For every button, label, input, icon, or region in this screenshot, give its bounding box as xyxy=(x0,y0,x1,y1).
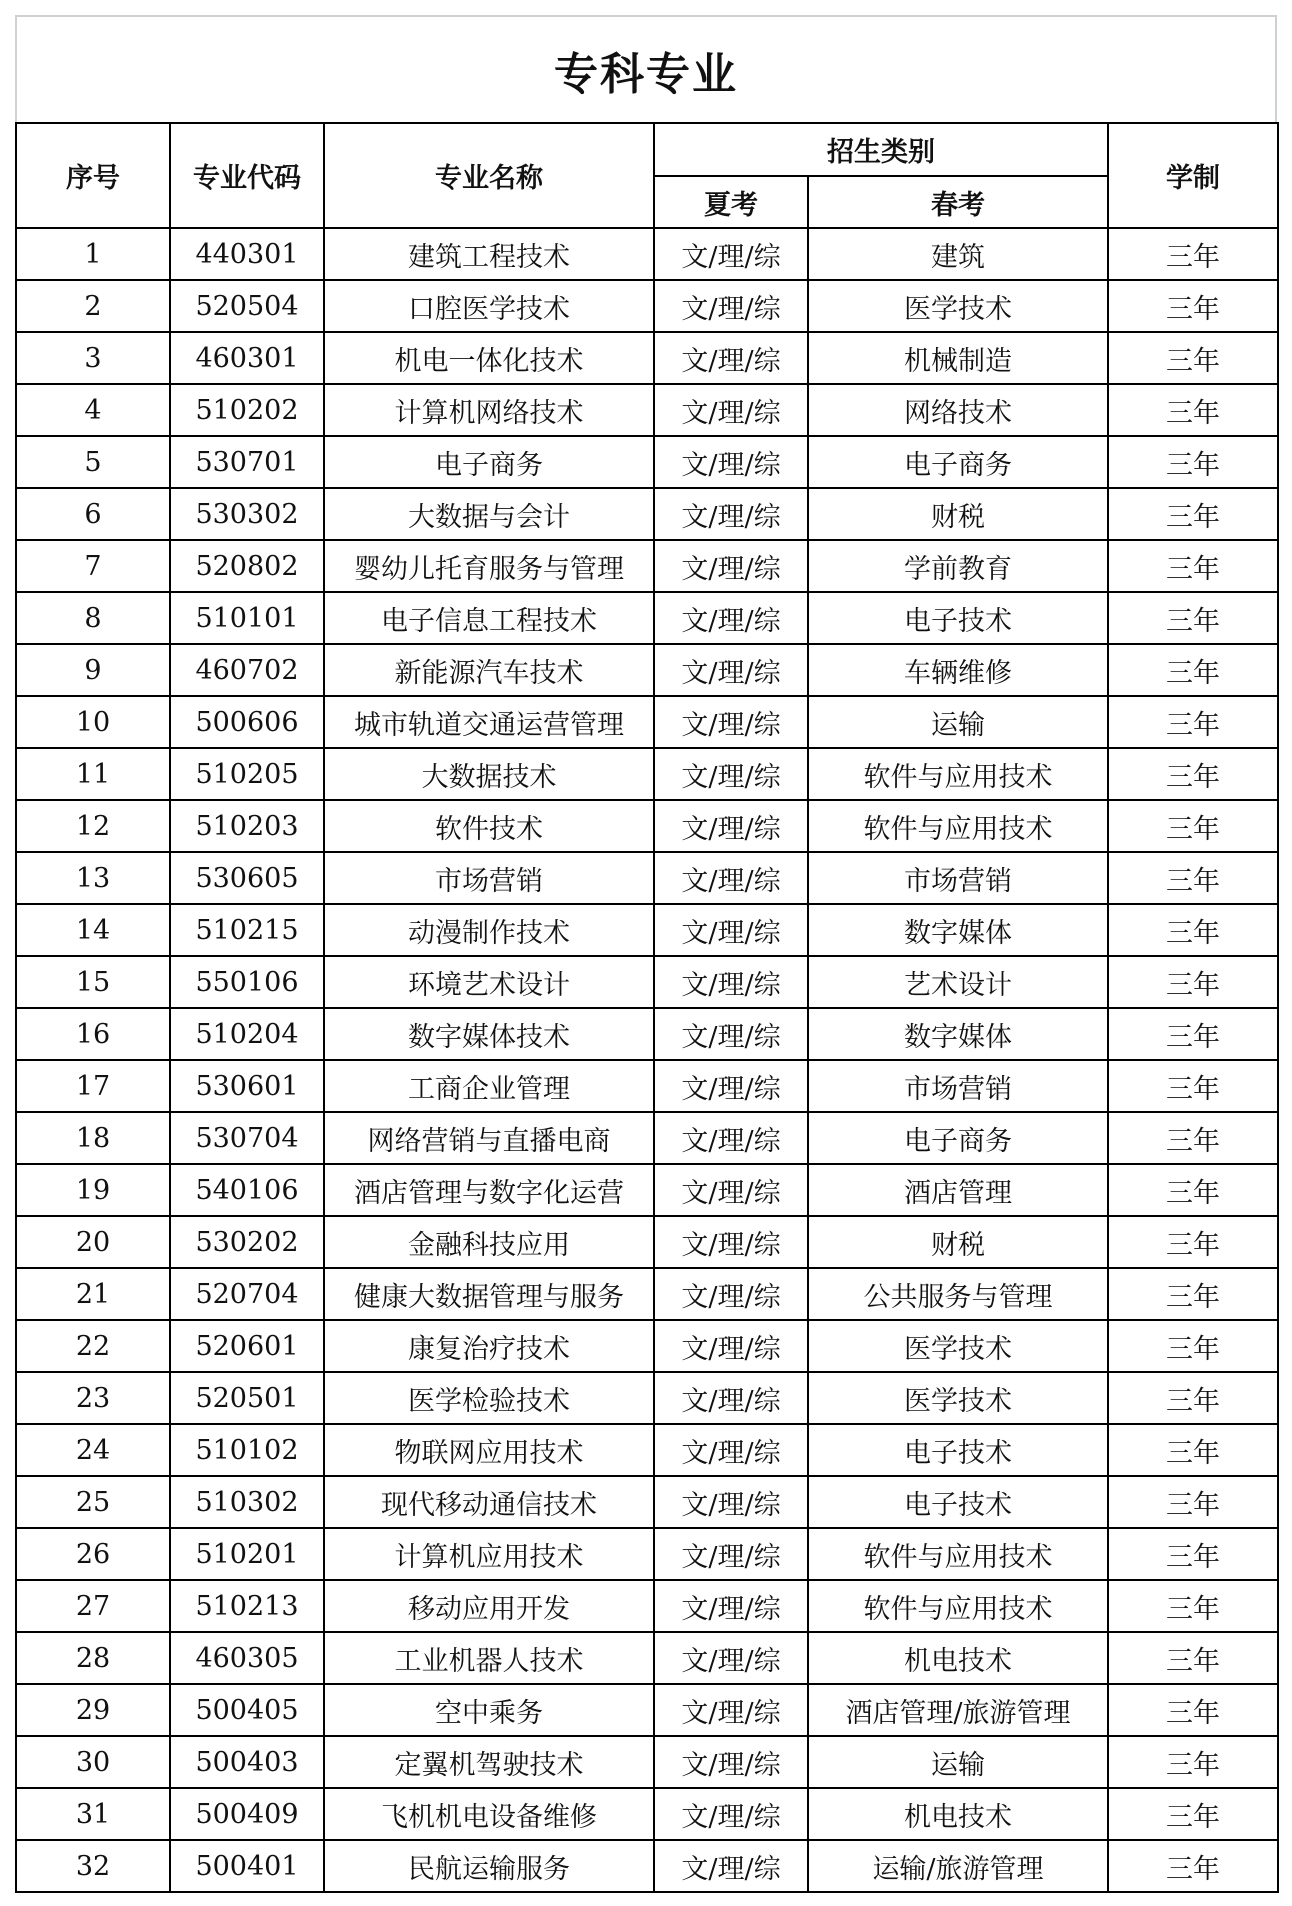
cell-duration: 三年 xyxy=(1108,540,1278,592)
cell-duration: 三年 xyxy=(1108,280,1278,332)
cell-spring: 运输/旅游管理 xyxy=(808,1840,1108,1892)
majors-table xyxy=(15,122,1279,1893)
cell-summer: 文/理/综 xyxy=(654,956,808,1008)
cell-seq: 7 xyxy=(16,540,170,592)
cell-spring: 软件与应用技术 xyxy=(808,748,1108,800)
cell-seq: 12 xyxy=(16,800,170,852)
cell-code: 520802 xyxy=(170,540,324,592)
table-row xyxy=(16,852,1278,904)
cell-summer: 文/理/综 xyxy=(654,1788,808,1840)
cell-summer: 文/理/综 xyxy=(654,1268,808,1320)
cell-summer: 文/理/综 xyxy=(654,904,808,956)
cell-seq: 23 xyxy=(16,1372,170,1424)
table-row xyxy=(16,800,1278,852)
cell-duration: 三年 xyxy=(1108,800,1278,852)
table-row xyxy=(16,1268,1278,1320)
cell-seq: 8 xyxy=(16,592,170,644)
cell-code: 510202 xyxy=(170,384,324,436)
cell-duration: 三年 xyxy=(1108,1788,1278,1840)
cell-code: 520601 xyxy=(170,1320,324,1372)
cell-duration: 三年 xyxy=(1108,904,1278,956)
cell-seq: 9 xyxy=(16,644,170,696)
cell-seq: 2 xyxy=(16,280,170,332)
cell-duration: 三年 xyxy=(1108,1736,1278,1788)
cell-summer: 文/理/综 xyxy=(654,540,808,592)
cell-name: 环境艺术设计 xyxy=(324,956,654,1008)
cell-code: 510101 xyxy=(170,592,324,644)
cell-summer: 文/理/综 xyxy=(654,1424,808,1476)
cell-duration: 三年 xyxy=(1108,696,1278,748)
header-summer: 夏考 xyxy=(654,176,808,228)
cell-code: 500409 xyxy=(170,1788,324,1840)
cell-spring: 酒店管理 xyxy=(808,1164,1108,1216)
table-row xyxy=(16,1736,1278,1788)
cell-spring: 软件与应用技术 xyxy=(808,1528,1108,1580)
cell-name: 康复治疗技术 xyxy=(324,1320,654,1372)
cell-duration: 三年 xyxy=(1108,748,1278,800)
cell-code: 530302 xyxy=(170,488,324,540)
cell-code: 540106 xyxy=(170,1164,324,1216)
cell-code: 500403 xyxy=(170,1736,324,1788)
cell-spring: 机电技术 xyxy=(808,1632,1108,1684)
table-row xyxy=(16,1476,1278,1528)
cell-spring: 财税 xyxy=(808,488,1108,540)
cell-seq: 18 xyxy=(16,1112,170,1164)
cell-duration: 三年 xyxy=(1108,592,1278,644)
cell-summer: 文/理/综 xyxy=(654,1112,808,1164)
table-row xyxy=(16,1424,1278,1476)
cell-duration: 三年 xyxy=(1108,1632,1278,1684)
header-code: 专业代码 xyxy=(170,123,324,228)
page-title: 专科专业 xyxy=(15,15,1277,122)
cell-name: 移动应用开发 xyxy=(324,1580,654,1632)
cell-summer: 文/理/综 xyxy=(654,1840,808,1892)
table-row xyxy=(16,1684,1278,1736)
cell-spring: 运输 xyxy=(808,1736,1108,1788)
cell-name: 工业机器人技术 xyxy=(324,1632,654,1684)
cell-code: 440301 xyxy=(170,228,324,280)
cell-code: 530202 xyxy=(170,1216,324,1268)
cell-seq: 32 xyxy=(16,1840,170,1892)
cell-name: 电子信息工程技术 xyxy=(324,592,654,644)
cell-duration: 三年 xyxy=(1108,644,1278,696)
cell-name: 民航运输服务 xyxy=(324,1840,654,1892)
cell-seq: 6 xyxy=(16,488,170,540)
cell-spring: 数字媒体 xyxy=(808,904,1108,956)
cell-seq: 3 xyxy=(16,332,170,384)
cell-duration: 三年 xyxy=(1108,852,1278,904)
cell-summer: 文/理/综 xyxy=(654,228,808,280)
cell-duration: 三年 xyxy=(1108,1528,1278,1580)
cell-duration: 三年 xyxy=(1108,228,1278,280)
cell-duration: 三年 xyxy=(1108,1840,1278,1892)
cell-name: 机电一体化技术 xyxy=(324,332,654,384)
cell-duration: 三年 xyxy=(1108,956,1278,1008)
table-row xyxy=(16,1164,1278,1216)
cell-name: 新能源汽车技术 xyxy=(324,644,654,696)
cell-code: 510203 xyxy=(170,800,324,852)
cell-name: 酒店管理与数字化运营 xyxy=(324,1164,654,1216)
cell-summer: 文/理/综 xyxy=(654,1060,808,1112)
cell-name: 医学检验技术 xyxy=(324,1372,654,1424)
table-row xyxy=(16,488,1278,540)
cell-code: 460702 xyxy=(170,644,324,696)
cell-spring: 软件与应用技术 xyxy=(808,1580,1108,1632)
cell-summer: 文/理/综 xyxy=(654,1008,808,1060)
table-row xyxy=(16,384,1278,436)
cell-summer: 文/理/综 xyxy=(654,1476,808,1528)
cell-name: 口腔医学技术 xyxy=(324,280,654,332)
cell-seq: 22 xyxy=(16,1320,170,1372)
cell-name: 网络营销与直播电商 xyxy=(324,1112,654,1164)
cell-spring: 酒店管理/旅游管理 xyxy=(808,1684,1108,1736)
cell-spring: 网络技术 xyxy=(808,384,1108,436)
cell-spring: 市场营销 xyxy=(808,852,1108,904)
cell-code: 510213 xyxy=(170,1580,324,1632)
cell-spring: 电子商务 xyxy=(808,436,1108,488)
cell-code: 530605 xyxy=(170,852,324,904)
cell-seq: 19 xyxy=(16,1164,170,1216)
cell-summer: 文/理/综 xyxy=(654,1736,808,1788)
table-row xyxy=(16,904,1278,956)
table-row xyxy=(16,280,1278,332)
cell-seq: 27 xyxy=(16,1580,170,1632)
cell-name: 计算机应用技术 xyxy=(324,1528,654,1580)
cell-summer: 文/理/综 xyxy=(654,436,808,488)
cell-duration: 三年 xyxy=(1108,1164,1278,1216)
cell-name: 软件技术 xyxy=(324,800,654,852)
cell-code: 510201 xyxy=(170,1528,324,1580)
cell-seq: 30 xyxy=(16,1736,170,1788)
table-row xyxy=(16,436,1278,488)
cell-spring: 电子技术 xyxy=(808,1476,1108,1528)
cell-code: 520501 xyxy=(170,1372,324,1424)
cell-summer: 文/理/综 xyxy=(654,748,808,800)
cell-name: 动漫制作技术 xyxy=(324,904,654,956)
cell-spring: 车辆维修 xyxy=(808,644,1108,696)
cell-seq: 11 xyxy=(16,748,170,800)
cell-seq: 5 xyxy=(16,436,170,488)
cell-summer: 文/理/综 xyxy=(654,1632,808,1684)
cell-spring: 医学技术 xyxy=(808,1320,1108,1372)
table-row xyxy=(16,228,1278,280)
cell-spring: 学前教育 xyxy=(808,540,1108,592)
cell-name: 电子商务 xyxy=(324,436,654,488)
cell-name: 定翼机驾驶技术 xyxy=(324,1736,654,1788)
cell-seq: 20 xyxy=(16,1216,170,1268)
cell-name: 物联网应用技术 xyxy=(324,1424,654,1476)
cell-seq: 28 xyxy=(16,1632,170,1684)
cell-code: 550106 xyxy=(170,956,324,1008)
cell-spring: 机电技术 xyxy=(808,1788,1108,1840)
cell-name: 飞机机电设备维修 xyxy=(324,1788,654,1840)
table-row xyxy=(16,1320,1278,1372)
cell-code: 460305 xyxy=(170,1632,324,1684)
cell-seq: 29 xyxy=(16,1684,170,1736)
cell-code: 520504 xyxy=(170,280,324,332)
cell-summer: 文/理/综 xyxy=(654,852,808,904)
cell-summer: 文/理/综 xyxy=(654,696,808,748)
cell-summer: 文/理/综 xyxy=(654,1320,808,1372)
cell-name: 市场营销 xyxy=(324,852,654,904)
cell-duration: 三年 xyxy=(1108,1112,1278,1164)
cell-duration: 三年 xyxy=(1108,488,1278,540)
header-category: 招生类别 xyxy=(654,123,1108,176)
cell-summer: 文/理/综 xyxy=(654,332,808,384)
cell-seq: 16 xyxy=(16,1008,170,1060)
cell-duration: 三年 xyxy=(1108,332,1278,384)
table-row xyxy=(16,1216,1278,1268)
cell-name: 现代移动通信技术 xyxy=(324,1476,654,1528)
cell-duration: 三年 xyxy=(1108,1008,1278,1060)
table-row xyxy=(16,1632,1278,1684)
table-row xyxy=(16,956,1278,1008)
cell-seq: 1 xyxy=(16,228,170,280)
cell-seq: 4 xyxy=(16,384,170,436)
cell-name: 计算机网络技术 xyxy=(324,384,654,436)
cell-spring: 市场营销 xyxy=(808,1060,1108,1112)
cell-name: 大数据技术 xyxy=(324,748,654,800)
cell-spring: 公共服务与管理 xyxy=(808,1268,1108,1320)
cell-seq: 14 xyxy=(16,904,170,956)
cell-name: 建筑工程技术 xyxy=(324,228,654,280)
table-row xyxy=(16,1372,1278,1424)
cell-spring: 医学技术 xyxy=(808,1372,1108,1424)
cell-summer: 文/理/综 xyxy=(654,384,808,436)
cell-name: 空中乘务 xyxy=(324,1684,654,1736)
cell-name: 大数据与会计 xyxy=(324,488,654,540)
cell-seq: 17 xyxy=(16,1060,170,1112)
cell-duration: 三年 xyxy=(1108,384,1278,436)
cell-seq: 15 xyxy=(16,956,170,1008)
cell-code: 500401 xyxy=(170,1840,324,1892)
cell-summer: 文/理/综 xyxy=(654,488,808,540)
table-header xyxy=(16,123,1278,228)
cell-code: 510102 xyxy=(170,1424,324,1476)
cell-duration: 三年 xyxy=(1108,1216,1278,1268)
cell-code: 530701 xyxy=(170,436,324,488)
cell-code: 460301 xyxy=(170,332,324,384)
cell-code: 520704 xyxy=(170,1268,324,1320)
table-row xyxy=(16,696,1278,748)
cell-summer: 文/理/综 xyxy=(654,592,808,644)
cell-code: 500405 xyxy=(170,1684,324,1736)
cell-summer: 文/理/综 xyxy=(654,1684,808,1736)
cell-duration: 三年 xyxy=(1108,436,1278,488)
cell-name: 城市轨道交通运营管理 xyxy=(324,696,654,748)
cell-spring: 艺术设计 xyxy=(808,956,1108,1008)
table-row xyxy=(16,1008,1278,1060)
cell-seq: 25 xyxy=(16,1476,170,1528)
cell-duration: 三年 xyxy=(1108,1268,1278,1320)
header-seq: 序号 xyxy=(16,123,170,228)
table-row xyxy=(16,1528,1278,1580)
cell-spring: 机械制造 xyxy=(808,332,1108,384)
cell-summer: 文/理/综 xyxy=(654,1216,808,1268)
cell-seq: 13 xyxy=(16,852,170,904)
cell-spring: 软件与应用技术 xyxy=(808,800,1108,852)
cell-summer: 文/理/综 xyxy=(654,1528,808,1580)
cell-summer: 文/理/综 xyxy=(654,280,808,332)
cell-summer: 文/理/综 xyxy=(654,644,808,696)
cell-name: 婴幼儿托育服务与管理 xyxy=(324,540,654,592)
cell-duration: 三年 xyxy=(1108,1372,1278,1424)
cell-name: 数字媒体技术 xyxy=(324,1008,654,1060)
table-row xyxy=(16,1580,1278,1632)
cell-spring: 电子技术 xyxy=(808,592,1108,644)
cell-spring: 建筑 xyxy=(808,228,1108,280)
cell-spring: 电子商务 xyxy=(808,1112,1108,1164)
cell-summer: 文/理/综 xyxy=(654,1164,808,1216)
cell-duration: 三年 xyxy=(1108,1476,1278,1528)
table-row xyxy=(16,644,1278,696)
table-row xyxy=(16,1112,1278,1164)
header-spring: 春考 xyxy=(808,176,1108,228)
table-row xyxy=(16,540,1278,592)
cell-name: 健康大数据管理与服务 xyxy=(324,1268,654,1320)
table-row xyxy=(16,1840,1278,1892)
cell-code: 530704 xyxy=(170,1112,324,1164)
cell-seq: 26 xyxy=(16,1528,170,1580)
table-row xyxy=(16,748,1278,800)
cell-code: 510302 xyxy=(170,1476,324,1528)
cell-spring: 电子技术 xyxy=(808,1424,1108,1476)
header-name: 专业名称 xyxy=(324,123,654,228)
header-duration: 学制 xyxy=(1108,123,1278,228)
cell-duration: 三年 xyxy=(1108,1320,1278,1372)
cell-code: 510204 xyxy=(170,1008,324,1060)
cell-summer: 文/理/综 xyxy=(654,1580,808,1632)
majors-sheet xyxy=(15,15,1277,1891)
cell-spring: 医学技术 xyxy=(808,280,1108,332)
cell-seq: 24 xyxy=(16,1424,170,1476)
cell-duration: 三年 xyxy=(1108,1424,1278,1476)
cell-name: 金融科技应用 xyxy=(324,1216,654,1268)
cell-code: 530601 xyxy=(170,1060,324,1112)
table-body xyxy=(16,228,1278,1892)
cell-duration: 三年 xyxy=(1108,1580,1278,1632)
cell-seq: 21 xyxy=(16,1268,170,1320)
cell-duration: 三年 xyxy=(1108,1684,1278,1736)
table-row xyxy=(16,592,1278,644)
cell-summer: 文/理/综 xyxy=(654,800,808,852)
table-row xyxy=(16,1060,1278,1112)
cell-duration: 三年 xyxy=(1108,1060,1278,1112)
table-row xyxy=(16,1788,1278,1840)
cell-summer: 文/理/综 xyxy=(654,1372,808,1424)
cell-spring: 运输 xyxy=(808,696,1108,748)
cell-spring: 财税 xyxy=(808,1216,1108,1268)
cell-spring: 数字媒体 xyxy=(808,1008,1108,1060)
cell-name: 工商企业管理 xyxy=(324,1060,654,1112)
cell-seq: 31 xyxy=(16,1788,170,1840)
cell-seq: 10 xyxy=(16,696,170,748)
cell-code: 500606 xyxy=(170,696,324,748)
cell-code: 510215 xyxy=(170,904,324,956)
table-row xyxy=(16,332,1278,384)
cell-code: 510205 xyxy=(170,748,324,800)
